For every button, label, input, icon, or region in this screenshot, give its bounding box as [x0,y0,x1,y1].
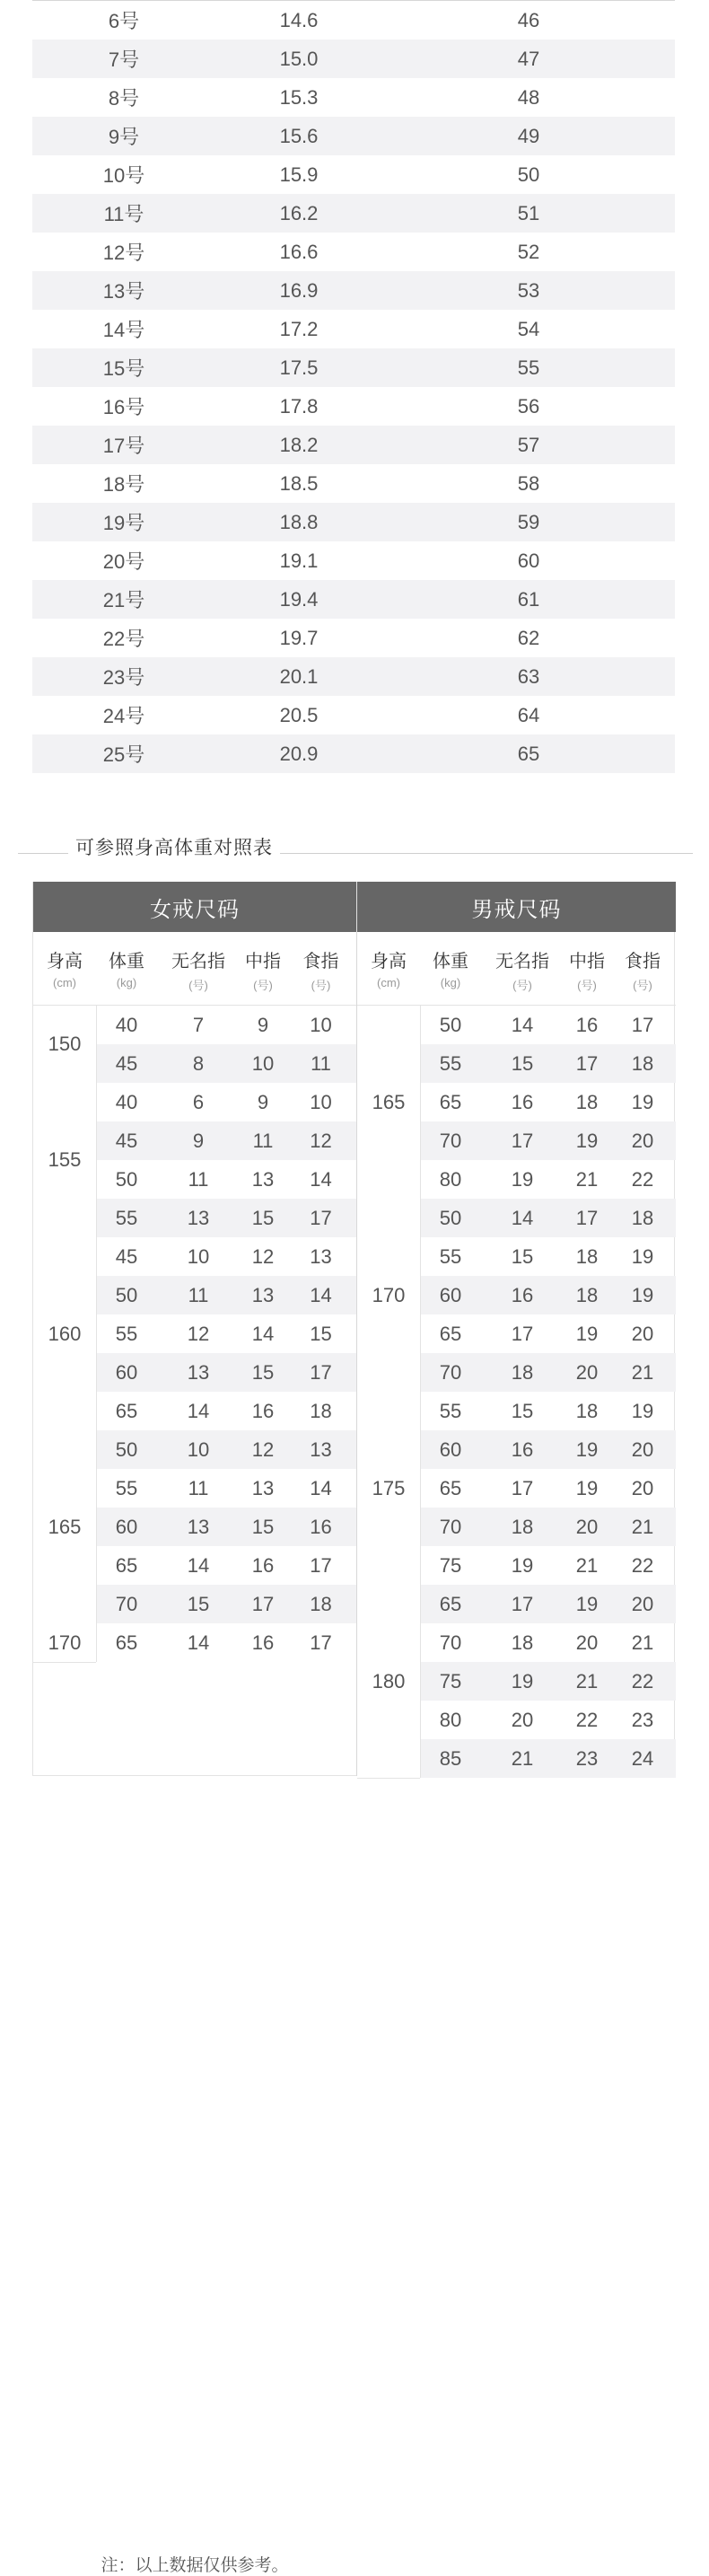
male-data-cell: 16 [511,1437,534,1461]
female-data-cell: 10 [187,1437,210,1461]
male-data-cell: 55 [439,1051,462,1075]
female-data-cell: 7 [192,1013,205,1036]
female-data-cell: 55 [115,1206,138,1229]
female-data-cell: 17 [310,1206,332,1229]
male-data-cell: 50 [439,1206,462,1229]
female-data-cell: 13 [310,1244,332,1268]
ring-size-row [32,696,675,734]
male-data-cell: 17 [575,1051,599,1075]
male-data-cell: 19 [575,1129,599,1152]
female-data-cell: 50 [115,1283,138,1306]
female-data-cell: 14 [187,1399,210,1422]
column-unit: (kg) [116,976,137,989]
male-data-cell: 20 [511,1708,534,1731]
male-data-cell: 16 [511,1283,534,1306]
male-data-cell: 21 [511,1746,534,1770]
female-data-cell: 55 [115,1476,138,1499]
female-data-cell: 11 [188,1476,209,1499]
female-data-cell: 15 [187,1592,210,1615]
female-column-header [285,934,356,1006]
male-data-cell: 70 [439,1360,462,1384]
male-data-cell: 15 [511,1051,534,1075]
female-data-cell: 16 [251,1399,275,1422]
female-data-cell: 6 [192,1090,205,1113]
male-data-cell: 21 [575,1553,599,1577]
female-data-cell: 10 [187,1244,210,1268]
male-data-cell: 20 [575,1515,599,1538]
male-data-cell: 55 [439,1399,462,1422]
male-data-cell: 19 [575,1476,599,1499]
female-data-cell: 15 [251,1515,275,1538]
female-data-cell: 45 [115,1244,138,1268]
female-data-cell: 55 [115,1322,138,1345]
male-data-cell: 18 [631,1051,654,1075]
ring-size-cell: 20号 [102,550,145,573]
male-data-cell: 70 [439,1129,462,1152]
male-header-divider [357,1005,676,1006]
ring-size-cell: 25号 [102,743,145,766]
ring-diameter-cell: 15.9 [279,163,319,186]
column-label: 中指 [245,952,281,971]
ring-circumference-cell: 51 [517,201,540,224]
section-title: 可参照身高体重对照表 [75,838,273,858]
male-data-cell: 20 [631,1476,654,1499]
ring-size-cell: 10号 [102,164,145,187]
female-data-cell: 8 [192,1051,205,1075]
ring-circumference-cell: 62 [517,626,540,649]
male-data-cell: 17 [631,1013,654,1036]
ring-diameter-cell: 17.2 [279,317,319,340]
male-data-cell: 70 [439,1631,462,1654]
male-data-cell: 18 [575,1244,599,1268]
male-column-header [357,934,420,1006]
male-data-cell: 21 [631,1631,654,1654]
female-data-cell: 9 [257,1013,269,1036]
ring-size-row [32,580,675,619]
ring-size-cell: 8号 [108,87,140,110]
ring-diameter-cell: 19.7 [279,626,319,649]
male-group-divider [357,1778,420,1779]
female-data-cell: 11 [311,1051,331,1075]
height-weight-table [32,882,675,2575]
male-data-cell: 19 [575,1322,599,1345]
ring-size-cell: 16号 [102,396,145,418]
female-data-cell: 18 [310,1399,332,1422]
ring-size-cell: 18号 [102,473,145,496]
female-header-divider [33,1005,356,1006]
male-data-cell: 19 [631,1244,654,1268]
ring-size-row [32,734,675,773]
ring-diameter-cell: 14.6 [279,8,319,31]
ring-size-row [32,619,675,657]
ring-diameter-cell: 18.2 [279,433,319,456]
ring-circumference-cell: 57 [517,433,540,456]
female-height-cell: 170 [33,1623,96,1662]
female-data-cell: 45 [115,1129,138,1152]
ring-size-row [32,40,675,78]
ring-size-row [32,464,675,503]
ring-circumference-cell: 58 [517,471,540,495]
male-data-cell: 21 [631,1360,654,1384]
male-height-cell: 180 [357,1585,420,1778]
female-data-cell: 50 [115,1437,138,1461]
male-data-cell: 19 [511,1669,534,1692]
ring-circumference-cell: 64 [517,703,540,726]
female-data-cell: 13 [310,1437,332,1461]
female-data-cell: 13 [251,1476,275,1499]
female-data-cell: 10 [310,1090,332,1113]
male-data-cell: 21 [631,1515,654,1538]
male-data-cell: 20 [575,1360,599,1384]
ring-circumference-cell: 52 [517,240,540,263]
male-data-cell: 19 [575,1592,599,1615]
ring-circumference-cell: 53 [517,278,540,302]
ring-diameter-cell: 20.1 [279,664,319,688]
female-data-cell: 17 [310,1360,332,1384]
ring-circumference-cell: 50 [517,163,540,186]
ring-size-row [32,78,675,117]
column-unit: (cm) [53,976,76,989]
ring-diameter-cell: 18.5 [279,471,319,495]
female-data-cell: 12 [251,1437,275,1461]
male-data-cell: 15 [511,1399,534,1422]
ring-circumference-cell: 47 [517,47,540,70]
ring-size-row [32,387,675,426]
female-data-cell: 14 [187,1631,210,1654]
male-data-cell: 85 [439,1746,462,1770]
male-data-cell: 20 [631,1129,654,1152]
male-data-cell: 16 [575,1013,599,1036]
ring-size-row [32,657,675,696]
ring-size-cell: 21号 [102,589,145,611]
ring-size-cell: 13号 [102,280,145,303]
male-data-cell: 65 [439,1476,462,1499]
ring-size-row [32,541,675,580]
female-height-cell: 155 [33,1083,96,1237]
male-data-cell: 19 [631,1283,654,1306]
male-column-header [565,934,609,1006]
male-data-cell: 16 [511,1090,534,1113]
female-data-cell: 16 [251,1631,275,1654]
ring-size-row [32,310,675,348]
male-data-cell: 20 [631,1322,654,1345]
male-height-column-divider [420,1006,421,1778]
ring-size-cell: 6号 [108,10,140,32]
male-data-cell: 20 [575,1631,599,1654]
ring-size-row [32,194,675,233]
column-unit: (号) [188,979,208,992]
female-data-cell: 13 [187,1515,210,1538]
female-data-cell: 9 [257,1090,269,1113]
male-height-cell: 170 [357,1199,420,1392]
male-ring-header: 男戒尺码 [357,882,676,932]
ring-diameter-cell: 15.0 [279,47,319,70]
male-data-cell: 17 [575,1206,599,1229]
female-height-cell: 165 [33,1430,96,1623]
female-data-cell: 15 [310,1322,332,1345]
ring-size-row [32,155,675,194]
female-data-cell: 10 [251,1051,275,1075]
ring-size-cell: 24号 [102,705,145,727]
male-data-cell: 19 [631,1090,654,1113]
ring-circumference-cell: 65 [517,742,540,765]
male-data-cell: 19 [631,1399,654,1422]
male-data-cell: 18 [575,1399,599,1422]
male-data-cell: 75 [439,1553,462,1577]
male-column-header [421,934,480,1006]
male-data-cell: 17 [511,1322,534,1345]
ring-size-row [32,503,675,541]
male-data-cell: 14 [511,1013,534,1036]
ring-size-cell: 12号 [102,242,145,264]
ring-size-row [32,271,675,310]
male-data-cell: 17 [511,1592,534,1615]
female-data-cell: 18 [310,1592,332,1615]
female-data-cell: 65 [115,1399,138,1422]
male-data-cell: 17 [511,1476,534,1499]
column-label: 体重 [433,952,468,971]
female-group-divider [33,1662,96,1663]
section-line-right [280,853,693,854]
column-unit: (号) [311,979,331,992]
column-label: 无名指 [171,952,225,971]
ring-circumference-cell: 46 [517,8,540,31]
female-data-cell: 13 [251,1167,275,1191]
ring-diameter-cell: 20.9 [279,742,319,765]
female-data-cell: 11 [252,1129,274,1152]
female-data-cell: 17 [310,1553,332,1577]
section-header [18,833,693,860]
ring-circumference-cell: 48 [517,85,540,109]
female-data-cell: 11 [188,1167,209,1191]
column-label: 中指 [569,952,605,971]
column-label: 食指 [302,952,339,971]
female-data-cell: 70 [115,1592,138,1615]
female-height-cell: 160 [33,1237,96,1430]
ring-circumference-cell: 49 [517,124,540,147]
ring-size-row [32,233,675,271]
ring-size-cell: 17号 [102,435,145,457]
male-height-cell: 165 [357,1006,420,1199]
female-column-header [33,934,96,1006]
female-data-cell: 13 [187,1360,210,1384]
male-data-cell: 15 [511,1244,534,1268]
ring-size-row [32,1,675,40]
female-data-cell: 9 [192,1129,205,1152]
male-data-cell: 22 [631,1553,654,1577]
ring-size-row [32,117,675,155]
column-unit: (号) [577,979,597,992]
female-data-cell: 14 [310,1283,332,1306]
female-data-cell: 14 [187,1553,210,1577]
column-unit: (cm) [377,976,400,989]
male-data-cell: 50 [439,1013,462,1036]
male-data-cell: 80 [439,1708,462,1731]
male-column-header [609,934,676,1006]
female-data-cell: 65 [115,1553,138,1577]
male-data-cell: 21 [575,1167,599,1191]
ring-circumference-cell: 61 [517,587,540,611]
ring-circumference-cell: 55 [517,356,540,379]
female-data-cell: 60 [115,1515,138,1538]
ring-size-cell: 14号 [102,319,145,341]
ring-size-cell: 9号 [108,126,140,148]
ring-circumference-cell: 56 [517,394,540,418]
female-data-cell: 16 [251,1553,275,1577]
male-data-cell: 18 [575,1090,599,1113]
male-data-cell: 65 [439,1322,462,1345]
female-column-header [156,934,241,1006]
male-data-cell: 65 [439,1592,462,1615]
female-data-cell: 16 [310,1515,332,1538]
male-data-cell: 18 [575,1283,599,1306]
female-data-cell: 14 [310,1167,332,1191]
male-data-cell: 19 [511,1167,534,1191]
ring-diameter-cell: 16.9 [279,278,319,302]
column-label: 体重 [109,952,144,971]
ring-size-table [32,1,675,773]
male-height-cell: 175 [357,1392,420,1585]
male-data-cell: 75 [439,1669,462,1692]
female-data-cell: 12 [187,1322,210,1345]
ring-diameter-cell: 16.2 [279,201,319,224]
male-data-cell: 17 [511,1129,534,1152]
male-data-cell: 19 [511,1553,534,1577]
male-data-cell: 23 [575,1746,599,1770]
female-data-cell: 12 [251,1244,275,1268]
ring-size-cell: 23号 [102,666,145,689]
female-data-cell: 40 [115,1090,138,1113]
female-data-cell: 60 [115,1360,138,1384]
female-data-cell: 14 [251,1322,275,1345]
ring-diameter-cell: 15.3 [279,85,319,109]
female-column-header [241,934,285,1006]
male-data-cell: 18 [511,1631,534,1654]
female-data-cell: 12 [310,1129,332,1152]
female-data-cell: 11 [188,1283,209,1306]
ring-size-cell: 15号 [102,357,145,380]
female-data-cell: 65 [115,1631,138,1654]
male-data-cell: 19 [575,1437,599,1461]
male-data-cell: 18 [631,1206,654,1229]
ring-diameter-cell: 18.8 [279,510,319,533]
male-data-cell: 70 [439,1515,462,1538]
male-data-cell: 22 [631,1167,654,1191]
column-unit: (号) [512,979,532,992]
column-label: 身高 [371,952,407,971]
ring-diameter-cell: 20.5 [279,703,319,726]
male-data-cell: 21 [575,1669,599,1692]
female-data-cell: 15 [251,1206,275,1229]
ring-size-cell: 7号 [108,48,140,71]
ring-size-row [32,348,675,387]
ring-circumference-cell: 63 [517,664,540,688]
male-data-cell: 20 [631,1592,654,1615]
ring-size-row [32,426,675,464]
ring-circumference-cell: 54 [517,317,540,340]
column-label: 食指 [625,952,661,971]
section-line-left [18,853,68,854]
female-data-cell: 13 [187,1206,210,1229]
column-unit: (号) [253,979,273,992]
male-data-cell: 22 [631,1669,654,1692]
male-data-cell: 18 [511,1515,534,1538]
female-data-cell: 17 [310,1631,332,1654]
reference-note: 注：以上数据仅供参考。 [101,2556,289,2575]
male-data-cell: 18 [511,1360,534,1384]
male-data-cell: 22 [575,1708,599,1731]
column-label: 身高 [47,952,83,971]
female-ring-header: 女戒尺码 [33,882,356,932]
column-label: 无名指 [495,952,549,971]
male-data-cell: 55 [439,1244,462,1268]
male-data-cell: 23 [631,1708,654,1731]
male-data-cell: 60 [439,1283,462,1306]
ring-circumference-cell: 60 [517,549,540,572]
ring-diameter-cell: 17.8 [279,394,319,418]
female-data-cell: 45 [115,1051,138,1075]
ring-size-cell: 11号 [103,203,144,225]
ring-diameter-cell: 19.4 [279,587,319,611]
ring-circumference-cell: 59 [517,510,540,533]
female-height-cell: 150 [33,1006,96,1083]
ring-diameter-cell: 19.1 [279,549,319,572]
ring-size-cell: 22号 [102,628,145,650]
female-data-cell: 14 [310,1476,332,1499]
column-unit: (号) [633,979,652,992]
female-data-cell: 13 [251,1283,275,1306]
female-data-cell: 10 [310,1013,332,1036]
male-data-cell: 20 [631,1437,654,1461]
male-column-header [480,934,565,1006]
ring-diameter-cell: 17.5 [279,356,319,379]
male-data-cell: 14 [511,1206,534,1229]
female-height-column-divider [96,1006,97,1662]
male-data-cell: 60 [439,1437,462,1461]
ring-size-cell: 19号 [102,512,145,534]
male-data-cell: 65 [439,1090,462,1113]
female-data-cell: 15 [251,1360,275,1384]
male-data-cell: 80 [439,1167,462,1191]
ring-diameter-cell: 15.6 [279,124,319,147]
female-data-cell: 40 [115,1013,138,1036]
male-data-cell: 24 [631,1746,654,1770]
female-column-header [97,934,156,1006]
female-data-cell: 50 [115,1167,138,1191]
ring-diameter-cell: 16.6 [279,240,319,263]
column-unit: (kg) [440,976,461,989]
female-data-cell: 17 [251,1592,275,1615]
